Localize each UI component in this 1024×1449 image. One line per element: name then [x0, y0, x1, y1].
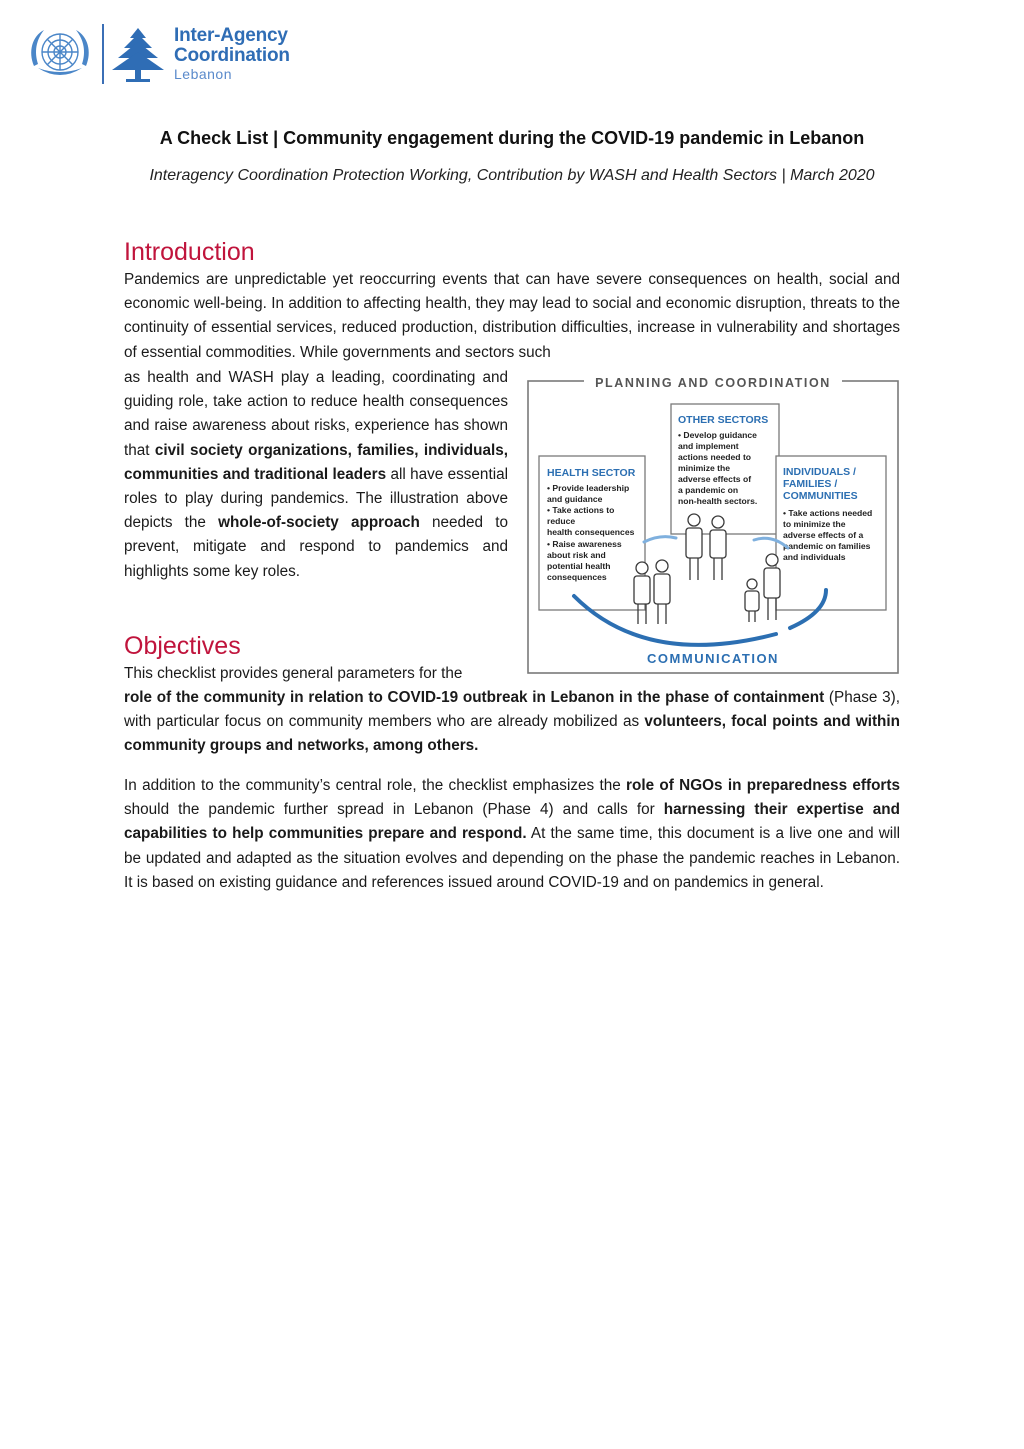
objectives-heading: Objectives [124, 632, 241, 660]
other-line: adverse effects of [678, 474, 752, 484]
logo-wordmark [174, 26, 290, 82]
individuals-line: and individuals [783, 552, 846, 562]
health-line: reduce [547, 516, 576, 526]
logo-line-2: Coordination [174, 45, 290, 66]
document-subtitle: Interagency Coordination Protection Working, Contribution by WASH and Health Sectors | March 2020 [149, 167, 875, 184]
health-sector-title: HEALTH SECTOR [547, 467, 636, 479]
introduction-paragraph-2: as health and WASH play a leading, coordinating and guiding role, take action to reduce health consequences and raise awareness about risks, experience has shown that civil society organizations, families, individuals, communities and traditional leaders all have essential roles to play during pandemics. The illustration above depicts the whole-of-society approach needed to prevent, mitigate and respond to pandemics and highlights some key roles. [124, 369, 509, 580]
logo-line-1: Inter-Agency [174, 25, 288, 46]
illustration-svg [526, 372, 900, 676]
other-sectors-title: OTHER SECTORS [678, 414, 769, 426]
health-line: potential health [547, 561, 611, 571]
communication-label: COMMUNICATION [647, 651, 779, 666]
logo-line-3: Lebanon [174, 66, 233, 82]
individuals-title-line: COMMUNITIES [783, 490, 858, 502]
health-line: • Raise awareness [547, 539, 622, 549]
objectives-paragraph-1: role of the community in relation to COVID-19 outbreak in Lebanon in the phase of containment (Phase 3), with particular focus on community members who are already mobilized as volunteers, focal points and within community groups and networks, among others. [124, 689, 900, 755]
individuals-line: adverse effects of a [783, 530, 864, 540]
individuals-title-line: INDIVIDUALS / [783, 466, 856, 478]
other-line: actions needed to [678, 452, 752, 462]
individuals-line: to minimize the [783, 519, 846, 529]
health-line: about risk and [547, 550, 606, 560]
health-line: consequences [547, 572, 607, 582]
other-line: • Develop guidance [678, 430, 757, 440]
objectives-paragraph-1-lead: This checklist provides general parameters for the [124, 665, 463, 682]
objectives-paragraph-2: In addition to the community’s central role, the checklist emphasizes the role of NGOs in preparedness efforts should the pandemic further spread in Lebanon (Phase 4) and calls for harnessing their expertise and capabilities to help communities prepare and respond. At the same time, this document is a live one and will be updated and adapted as the situation evolves and depending on the phase the pandemic reaches in Lebanon. It is based on existing guidance and references issued around COVID-19 and on pandemics in general. [124, 777, 900, 891]
other-line: and implement [678, 441, 739, 451]
cedar-tree-icon [110, 26, 166, 84]
planning-coordination-label: PLANNING AND COORDINATION [595, 376, 831, 390]
health-line: and guidance [547, 494, 603, 504]
logo-divider [102, 24, 104, 84]
other-line: a pandemic on [678, 485, 739, 495]
whole-of-society-illustration [526, 372, 900, 676]
individuals-title-line: FAMILIES / [783, 478, 838, 490]
document-title: A Check List | Community engagement during the COVID-19 pandemic in Lebanon [159, 128, 865, 148]
introduction-paragraph-1: Pandemics are unpredictable yet reoccurring events that can have severe consequences on health, social and economic well-being. In addition to affecting health, they may lead to social and economic disruption, threats to the continuity of essential services, reduced production, distribution difficulties, increase in vulnerability and shortages of essential commodities. While governments and sectors such [124, 271, 900, 361]
communication-arc-top-left [644, 537, 676, 542]
other-line: non-health sectors. [678, 496, 758, 506]
un-emblem-icon [24, 22, 96, 86]
individuals-line: • Take actions needed [783, 508, 873, 518]
individuals-line: pandemic on families [783, 541, 871, 551]
health-line: • Provide leadership [547, 483, 630, 493]
other-line: minimize the [678, 463, 731, 473]
health-line: • Take actions to [547, 505, 615, 515]
introduction-heading: Introduction [124, 238, 255, 266]
health-line: health consequences [547, 527, 635, 537]
header-logo [24, 22, 324, 86]
